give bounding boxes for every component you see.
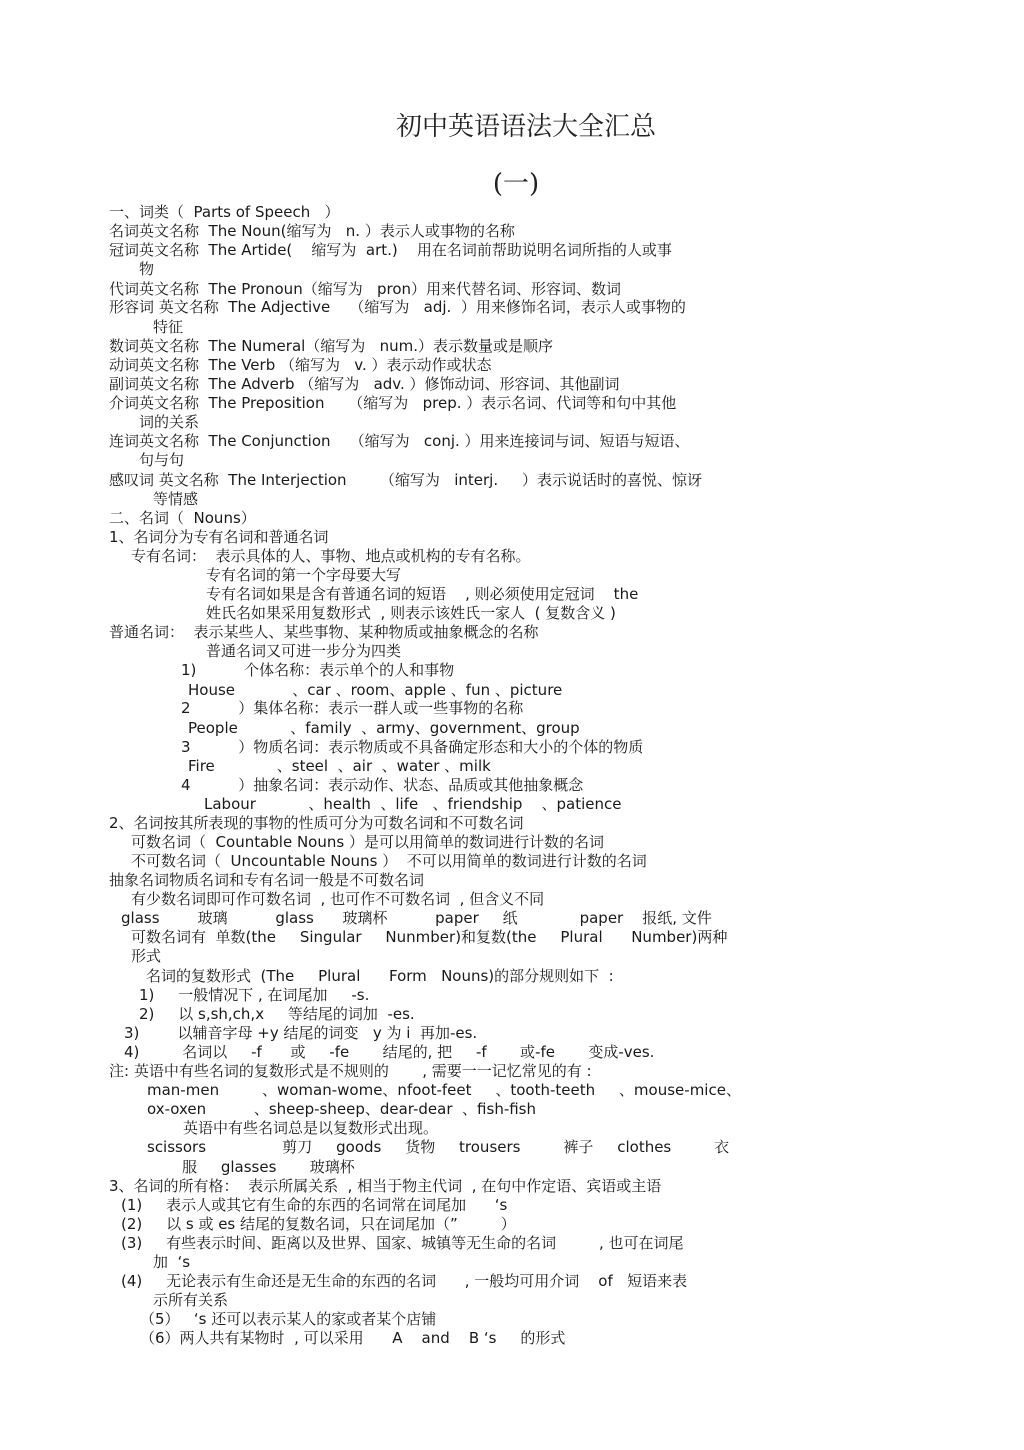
text-line: 示所有关系 [153, 1291, 229, 1309]
text-line: 冠词英文名称 The Artide( 缩写为 art.) 用在名词前帮助说明名词所指的人或事 [109, 241, 672, 259]
text-line: Labour 、health 、life 、friendship 、patience [204, 795, 622, 813]
text-line: 专有名词的第一个字母要大写 [206, 566, 402, 584]
text-line: 可数名词（ Countable Nouns ）是可以用简单的数词进行计数的名词 [131, 833, 604, 851]
text-line: 形容词 英文名称 The Adjective （缩写为 adj. ）用来修饰名词，表示人或事物的 [109, 298, 686, 316]
text-line: 3、名词的所有格： 表示所属关系 , 相当于物主代词 , 在句中作定语、宾语或主语 [109, 1177, 662, 1195]
text-line: 连词英文名称 The Conjunction （缩写为 conj. ）用来连接词与词、短语与短语、 [109, 432, 690, 450]
text-line: 1、名词分为专有名词和普通名词 [109, 528, 329, 546]
text-line: 不可数名词（ Uncountable Nouns ） 不可以用简单的数词进行计数的名词 [131, 852, 647, 870]
text-line: 1) 个体名称：表示单个的人和事物 [181, 661, 455, 679]
text-line: 数词英文名称 The Numeral（缩写为 num.）表示数量或是顺序 [109, 337, 553, 355]
text-line: 4) 名词以 -f 或 -fe 结尾的, 把 -f 或-fe 变成-ves. [124, 1043, 655, 1061]
document-title: 初中英语语法大全汇总 [395, 112, 656, 142]
text-line: 可数名词有 单数(the Singular Nunmber)和复数(the Plural Number)两种 [131, 928, 728, 946]
text-line: 句与句 [139, 451, 185, 469]
text-line: 2 ）集体名称：表示一群人或一些事物的名称 [181, 699, 524, 717]
text-line: (1) 表示人或其它有生命的东西的名词常在词尾加 ‘s [121, 1196, 508, 1214]
text-line: man-men 、woman-wome、nfoot-feet 、tooth-teeth 、mouse-mice、 [147, 1081, 741, 1099]
text-line: 英语中有些名词总是以复数形式出现。 [183, 1119, 439, 1137]
text-line: 动词英文名称 The Verb （缩写为 v. ）表示动作或状态 [109, 356, 492, 374]
text-line: 形式 [131, 947, 162, 965]
text-line: Fire 、steel 、air 、water 、milk [188, 757, 491, 775]
text-line: scissors 剪刀 goods 货物 trousers 裤子 clothes 衣 [147, 1138, 730, 1156]
text-line: 姓氏名如果采用复数形式 , 则表示该姓氏一家人 ( 复数含义 ) [206, 604, 616, 622]
text-line: 介词英文名称 The Preposition （缩写为 prep. ）表示名词、代词等和句中其他 [109, 394, 677, 412]
text-line: 3) 以辅音字母 +y 结尾的词变 y 为 i 再加-es. [124, 1024, 478, 1042]
text-line: 2、名词按其所表现的事物的性质可分为可数名词和不可数名词 [109, 814, 524, 832]
text-line: （5） ‘s 还可以表示某人的家或者某个店铺 [140, 1310, 437, 1328]
text-line: 服 glasses 玻璃杯 [182, 1158, 355, 1176]
text-line: 感叹词 英文名称 The Interjection （缩写为 interj. ）表示说话时的喜悦、惊讶 [109, 471, 702, 489]
text-line: 1) 一般情况下 , 在词尾加 -s. [139, 986, 370, 1004]
text-line: 4 ）抽象名词：表示动作、状态、品质或其他抽象概念 [181, 776, 584, 794]
text-line: 一、词类（ Parts of Speech ） [109, 203, 340, 221]
text-line: 抽象名词物质名词和专有名词一般是不可数名词 [109, 871, 425, 889]
text-line: 加 ‘s [153, 1253, 191, 1271]
text-line: 二、名词（ Nouns） [109, 509, 256, 527]
text-line: 专有名词： 表示具体的人、事物、地点或机构的专有名称。 [131, 547, 531, 565]
text-line: glass 玻璃 glass 玻璃杯 paper 纸 paper 报纸, 文件 [121, 909, 712, 927]
text-line: (4) 无论表示有生命还是无生命的东西的名词 , 一般均可用介词 of 短语来表 [121, 1272, 688, 1290]
text-line: 名词英文名称 The Noun(缩写为 n. ）表示人或事物的名称 [109, 222, 515, 240]
text-line: 代词英文名称 The Pronoun（缩写为 pron）用来代替名词、形容词、数词 [109, 280, 622, 298]
text-line: 普通名词又可进一步分为四类 [206, 642, 402, 660]
text-line: 有少数名词即可作可数名词 , 也可作不可数名词 , 但含义不同 [131, 890, 545, 908]
text-line: 2) 以 s,sh,ch,x 等结尾的词加 -es. [139, 1005, 415, 1023]
text-line: 等情感 [153, 490, 199, 508]
text-line: 名词的复数形式 (The Plural Form Nouns)的部分规则如下 : [146, 967, 614, 985]
text-line: (3) 有些表示时间、距离以及世界、国家、城镇等无生命的名词 , 也可在词尾 [121, 1234, 684, 1252]
text-line: 注: 英语中有些名词的复数形式是不规则的 , 需要一一记忆常见的有 : [109, 1062, 592, 1080]
text-line: 特征 [153, 318, 184, 336]
text-line: 普通名词： 表示某些人、某些事物、某种物质或抽象概念的名称 [109, 623, 539, 641]
text-line: House 、car 、room、apple 、fun 、picture [188, 681, 563, 699]
text-line: （6）两人共有某物时 , 可以采用 A and B ‘s 的形式 [140, 1329, 566, 1347]
text-line: 3 ）物质名词：表示物质或不具备确定形态和大小的个体的物质 [181, 738, 644, 756]
text-line: 物 [139, 260, 155, 278]
document-subtitle: (一) [492, 169, 540, 199]
text-line: 词的关系 [139, 413, 200, 431]
text-line: ox-oxen 、sheep-sheep、dear-dear 、fish-fish [147, 1100, 537, 1118]
text-line: 专有名词如果是含有普通名词的短语 , 则必须使用定冠词 the [206, 585, 639, 603]
text-line: (2) 以 s 或 es 结尾的复数名词，只在词尾加（” ） [121, 1215, 516, 1233]
text-line: 副词英文名称 The Adverb （缩写为 adv. ）修饰动词、形容词、其他副词 [109, 375, 620, 393]
text-line: People 、family 、army、government、group [188, 719, 580, 737]
